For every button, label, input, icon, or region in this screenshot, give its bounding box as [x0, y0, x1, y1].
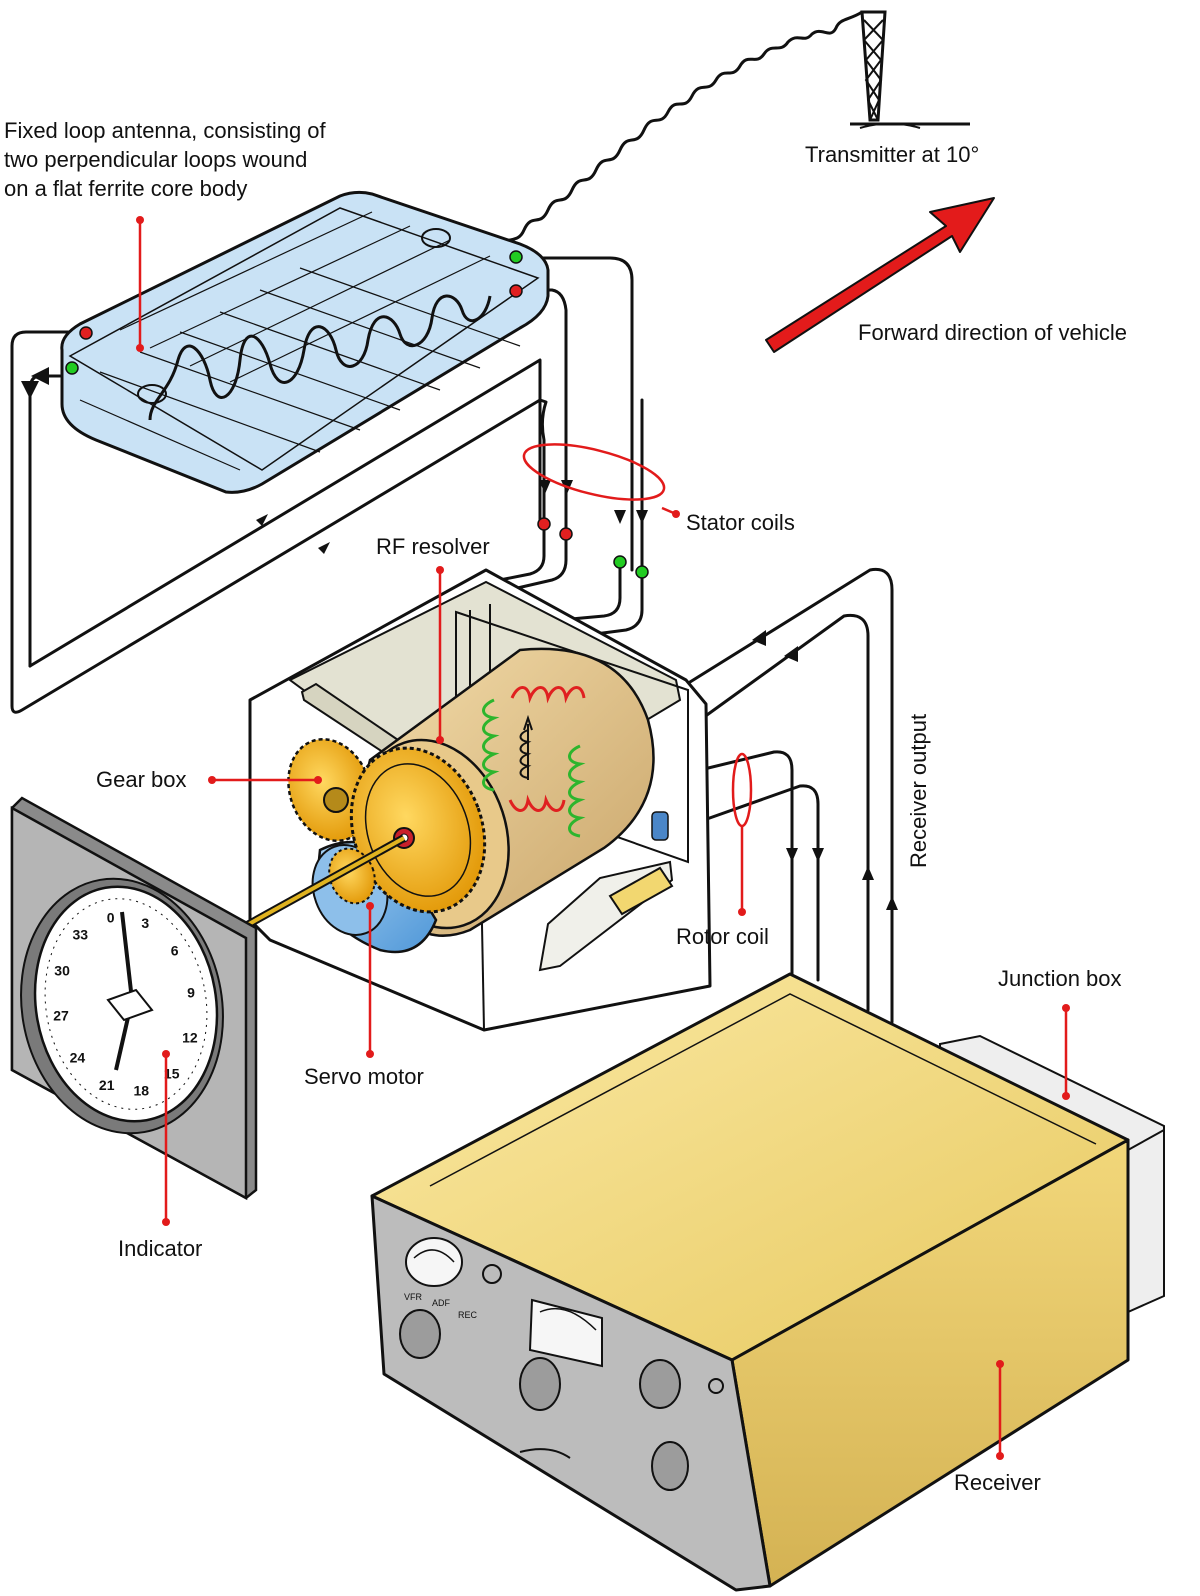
antenna-label — [4, 118, 332, 201]
gear-box-label: Gear box — [96, 767, 187, 792]
junction-box-leader-dot — [1062, 1092, 1070, 1100]
dial-number: 33 — [72, 926, 89, 943]
antenna-terminal-dot — [510, 251, 522, 263]
stator-terminal-dot — [538, 518, 550, 530]
wire-arrow — [614, 510, 626, 524]
antenna-label-line-3: on a flat ferrite core body — [4, 176, 248, 201]
indicator-label: Indicator — [118, 1236, 203, 1261]
dial-number: 21 — [98, 1076, 115, 1093]
wire-arrow — [812, 848, 824, 862]
rf-resolver-leader-dot — [436, 566, 444, 574]
gear-box-leader-dot — [208, 776, 216, 784]
receiver-screw — [483, 1265, 501, 1283]
dial-number: 15 — [163, 1065, 180, 1082]
transmitter-tower — [850, 12, 970, 128]
gear-box-leader-dot — [314, 776, 322, 784]
stator-terminal-dot — [560, 528, 572, 540]
dial-number: 18 — [133, 1082, 150, 1099]
receiver-leader-dot — [996, 1360, 1004, 1368]
wire-arrow — [636, 510, 648, 524]
forward-direction-label: Forward direction of vehicle — [858, 320, 1128, 345]
mode-label-vfr: VFR — [404, 1292, 422, 1302]
antenna-terminal-dot — [510, 285, 522, 297]
dial-number: 3 — [141, 915, 150, 932]
tuning-knob[interactable] — [520, 1358, 560, 1410]
servo-motor-leader-dot — [366, 1050, 374, 1058]
dial-number: 12 — [182, 1029, 198, 1046]
dial-number: 30 — [54, 962, 70, 979]
stator-coils-label: Stator coils — [686, 510, 795, 535]
servo-motor-label: Servo motor — [304, 1064, 424, 1089]
servo-motor-leader-dot — [366, 902, 374, 910]
volume-knob[interactable] — [652, 1442, 688, 1490]
transmitter-label: Transmitter at 10° — [805, 142, 980, 167]
antenna-terminal-dot — [66, 362, 78, 374]
rf-resolver-label: RF resolver — [376, 534, 490, 559]
antenna-label-line-1: Fixed loop antenna, consisting of — [4, 118, 326, 143]
rf-resolver-leader-dot — [436, 736, 444, 744]
loop-antenna — [62, 192, 548, 492]
antenna-leader-dot — [136, 216, 144, 224]
indicator-leader-dot — [162, 1050, 170, 1058]
junction-box-leader-dot — [1062, 1004, 1070, 1012]
receiver-label: Receiver — [954, 1470, 1041, 1495]
radio-wave — [498, 12, 862, 246]
junction-box-label: Junction box — [998, 966, 1122, 991]
dial-number: 9 — [187, 984, 195, 1001]
receiver-leader-dot — [996, 1452, 1004, 1460]
stator-wire — [560, 560, 620, 620]
rotor-coil-highlight — [733, 754, 751, 826]
stator-coils-leader-dot — [672, 510, 680, 518]
antenna-terminal-dot — [80, 327, 92, 339]
antenna-leader-dot — [136, 344, 144, 352]
mode-label-rec: REC — [458, 1310, 478, 1320]
frequency-knob[interactable] — [640, 1360, 680, 1408]
antenna-label-line-2: two perpendicular loops wound — [4, 147, 308, 172]
mode-selector-knob[interactable] — [400, 1310, 440, 1358]
receiver-output-wires — [690, 569, 892, 1022]
wire-arrow — [886, 896, 898, 910]
rotor-coil-label: Rotor coil — [676, 924, 769, 949]
dial-number: 27 — [53, 1007, 69, 1024]
dial-number: 24 — [69, 1049, 86, 1066]
stator-terminal-dot — [636, 566, 648, 578]
dial-number: 6 — [170, 942, 179, 959]
stator-terminal-dot — [614, 556, 626, 568]
indicator — [1, 798, 256, 1198]
receiver-output-label: Receiver output — [906, 713, 931, 868]
dial-number: 0 — [106, 909, 115, 926]
rotor-coil-leader-dot — [738, 908, 746, 916]
wire-arrow — [318, 542, 330, 554]
mode-label-adf: ADF — [432, 1298, 450, 1308]
wire-arrow — [786, 848, 798, 862]
wire-arrow — [862, 866, 874, 880]
indicator-leader-dot — [162, 1218, 170, 1226]
